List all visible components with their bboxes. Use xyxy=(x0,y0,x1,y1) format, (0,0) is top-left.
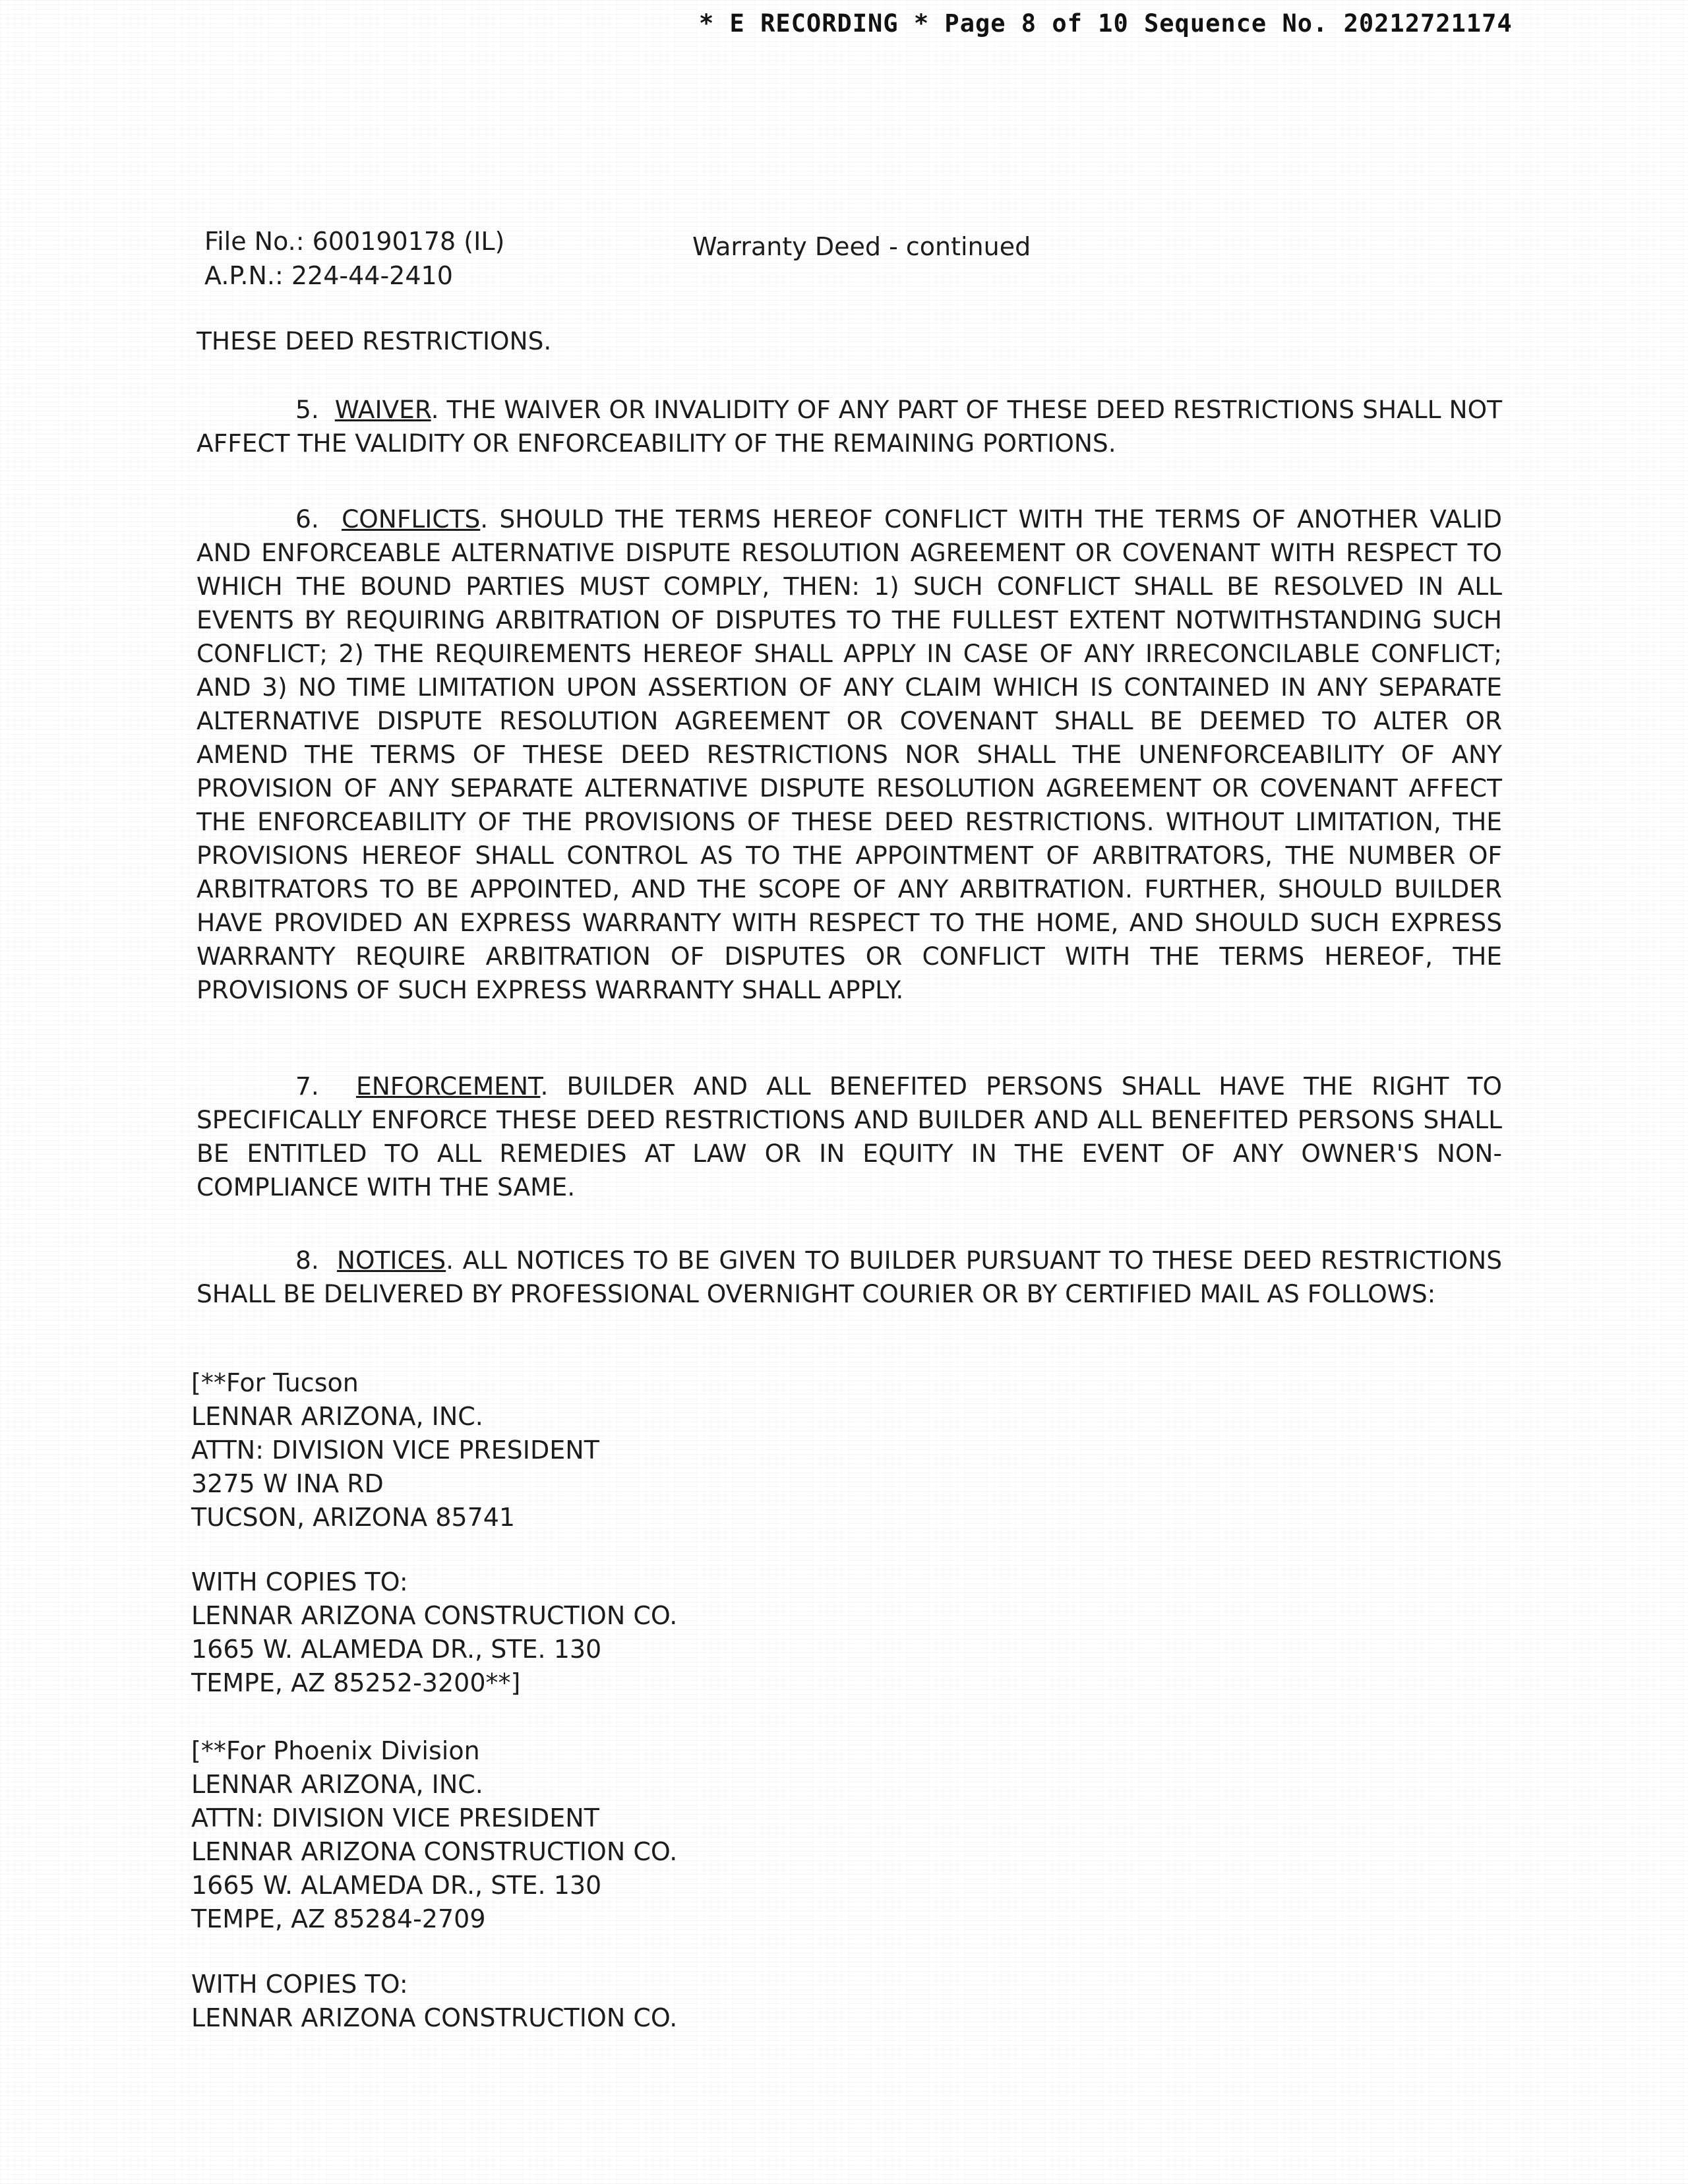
address-line: WITH COPIES TO: xyxy=(191,1567,408,1596)
section-heading: ENFORCEMENT xyxy=(356,1072,541,1101)
section-waiver xyxy=(196,393,1502,460)
section-number: 8. xyxy=(295,1246,319,1275)
section-enforcement xyxy=(196,1070,1502,1204)
address-line: 3275 W INA RD xyxy=(191,1469,384,1498)
address-line: [**For Phoenix Division xyxy=(191,1736,480,1765)
section-heading: NOTICES xyxy=(336,1246,446,1275)
address-line: ATTN: DIVISION VICE PRESIDENT xyxy=(191,1804,599,1833)
section-heading: WAIVER xyxy=(334,395,431,424)
document-title: Warranty Deed - continued xyxy=(692,232,1031,261)
address-line: LENNAR ARIZONA, INC. xyxy=(191,1770,483,1799)
address-line: 1665 W. ALAMEDA DR., STE. 130 xyxy=(191,1871,602,1900)
section-conflicts xyxy=(196,502,1502,1007)
address-line: WITH COPIES TO: xyxy=(191,1970,408,1999)
address-line: TUCSON, ARIZONA 85741 xyxy=(191,1503,516,1532)
intro-text: THESE DEED RESTRICTIONS. xyxy=(196,326,552,355)
section-text: . ALL NOTICES TO BE GIVEN TO BUILDER PURSUANT TO THESE DEED RESTRICTIONS SHALL BE DELIVERED BY PROFESSIONAL OVERNIGHT COURIER OR BY CERTIFIED MAIL AS FOLLOWS: xyxy=(196,1246,1502,1308)
phoenix-copies-block xyxy=(191,1968,677,2035)
address-line: ATTN: DIVISION VICE PRESIDENT xyxy=(191,1436,599,1465)
address-line: 1665 W. ALAMEDA DR., STE. 130 xyxy=(191,1635,602,1664)
section-notices xyxy=(196,1244,1502,1311)
address-line: LENNAR ARIZONA CONSTRUCTION CO. xyxy=(191,1601,678,1630)
section-heading: CONFLICTS xyxy=(342,504,481,533)
address-line: LENNAR ARIZONA CONSTRUCTION CO. xyxy=(191,2003,678,2032)
address-line: TEMPE, AZ 85252-3200**] xyxy=(191,1668,521,1697)
section-number: 6. xyxy=(295,504,319,533)
recording-header: * E RECORDING * Page 8 of 10 Sequence No. 20212721174 xyxy=(699,9,1513,38)
file-info xyxy=(204,224,504,293)
section-text: . THE WAIVER OR INVALIDITY OF ANY PART OF THESE DEED RESTRICTIONS SHALL NOT AFFECT THE VALIDITY OR ENFORCEABILITY OF THE REMAINING PORTIONS. xyxy=(196,395,1503,458)
address-line: TEMPE, AZ 85284-2709 xyxy=(191,1904,486,1933)
section-text: . SHOULD THE TERMS HEREOF CONFLICT WITH THE TERMS OF ANOTHER VALID AND ENFORCEABLE ALTERNATIVE DISPUTE RESOLUTION AGREEMENT OR COVENANT WITH RESPECT TO WHICH THE BOUND PARTIES MUST COMPLY, THEN: 1) SUCH CONFLICT SHALL BE RESOLVED IN ALL EVENTS BY REQUIRING ARBITRATION OF DISPUTES TO THE FULLEST EXTENT NOTWITHSTANDING SUCH CONFLICT; 2) THE REQUIREMENTS HEREOF SHALL APPLY IN CASE OF ANY IRRECONCILABLE CONFLICT; AND 3) NO TIME LIMITATION UPON ASSERTION OF ANY CLAIM WHICH IS CONTAINED IN ANY SEPARATE ALTERNATIVE DISPUTE RESOLUTION AGREEMENT OR COVENANT SHALL BE DEEMED TO ALTER OR AMEND THE TERMS OF THESE DEED RESTRICTIONS NOR SHALL THE UNENFORCEABILITY OF ANY PROVISION OF ANY SEPARATE ALTERNATIVE DISPUTE RESOLUTION AGREEMENT OR COVENANT AFFECT THE ENFORCEABILITY OF THE PROVISIONS OF THESE DEED RESTRICTIONS. WITHOUT LIMITATION, THE PROVISIONS HEREOF SHALL CONTROL AS TO THE APPOINTMENT OF ARBITRATORS, THE NUMBER OF ARBITRATORS TO BE APPOINTED, AND THE SCOPE OF ANY ARBITRATION. FURTHER, SHOULD BUILDER HAVE PROVIDED AN EXPRESS WARRANTY WITH RESPECT TO THE HOME, AND SHOULD SUCH EXPRESS WARRANTY REQUIRE ARBITRATION OF DISPUTES OR CONFLICT WITH THE TERMS HEREOF, THE PROVISIONS OF SUCH EXPRESS WARRANTY SHALL APPLY. xyxy=(196,504,1502,1004)
address-line: LENNAR ARIZONA, INC. xyxy=(191,1402,483,1431)
section-text: . BUILDER AND ALL BENEFITED PERSONS SHALL HAVE THE RIGHT TO SPECIFICALLY ENFORCE THESE DEED RESTRICTIONS AND BUILDER AND ALL BENEFITED PERSONS SHALL BE ENTITLED TO ALL REMEDIES AT LAW OR IN EQUITY IN THE EVENT OF ANY OWNER'S NON-COMPLIANCE WITH THE SAME. xyxy=(196,1072,1502,1201)
address-line: [**For Tucson xyxy=(191,1368,359,1397)
address-line: LENNAR ARIZONA CONSTRUCTION CO. xyxy=(191,1837,678,1866)
apn-number: A.P.N.: 224-44-2410 xyxy=(204,261,453,290)
file-number: File No.: 600190178 (IL) xyxy=(204,227,505,256)
section-number: 5. xyxy=(295,395,319,424)
phoenix-address-block xyxy=(191,1734,677,1936)
tucson-address-block xyxy=(191,1366,599,1534)
section-number: 7. xyxy=(295,1072,319,1101)
tucson-copies-block xyxy=(191,1565,677,1700)
